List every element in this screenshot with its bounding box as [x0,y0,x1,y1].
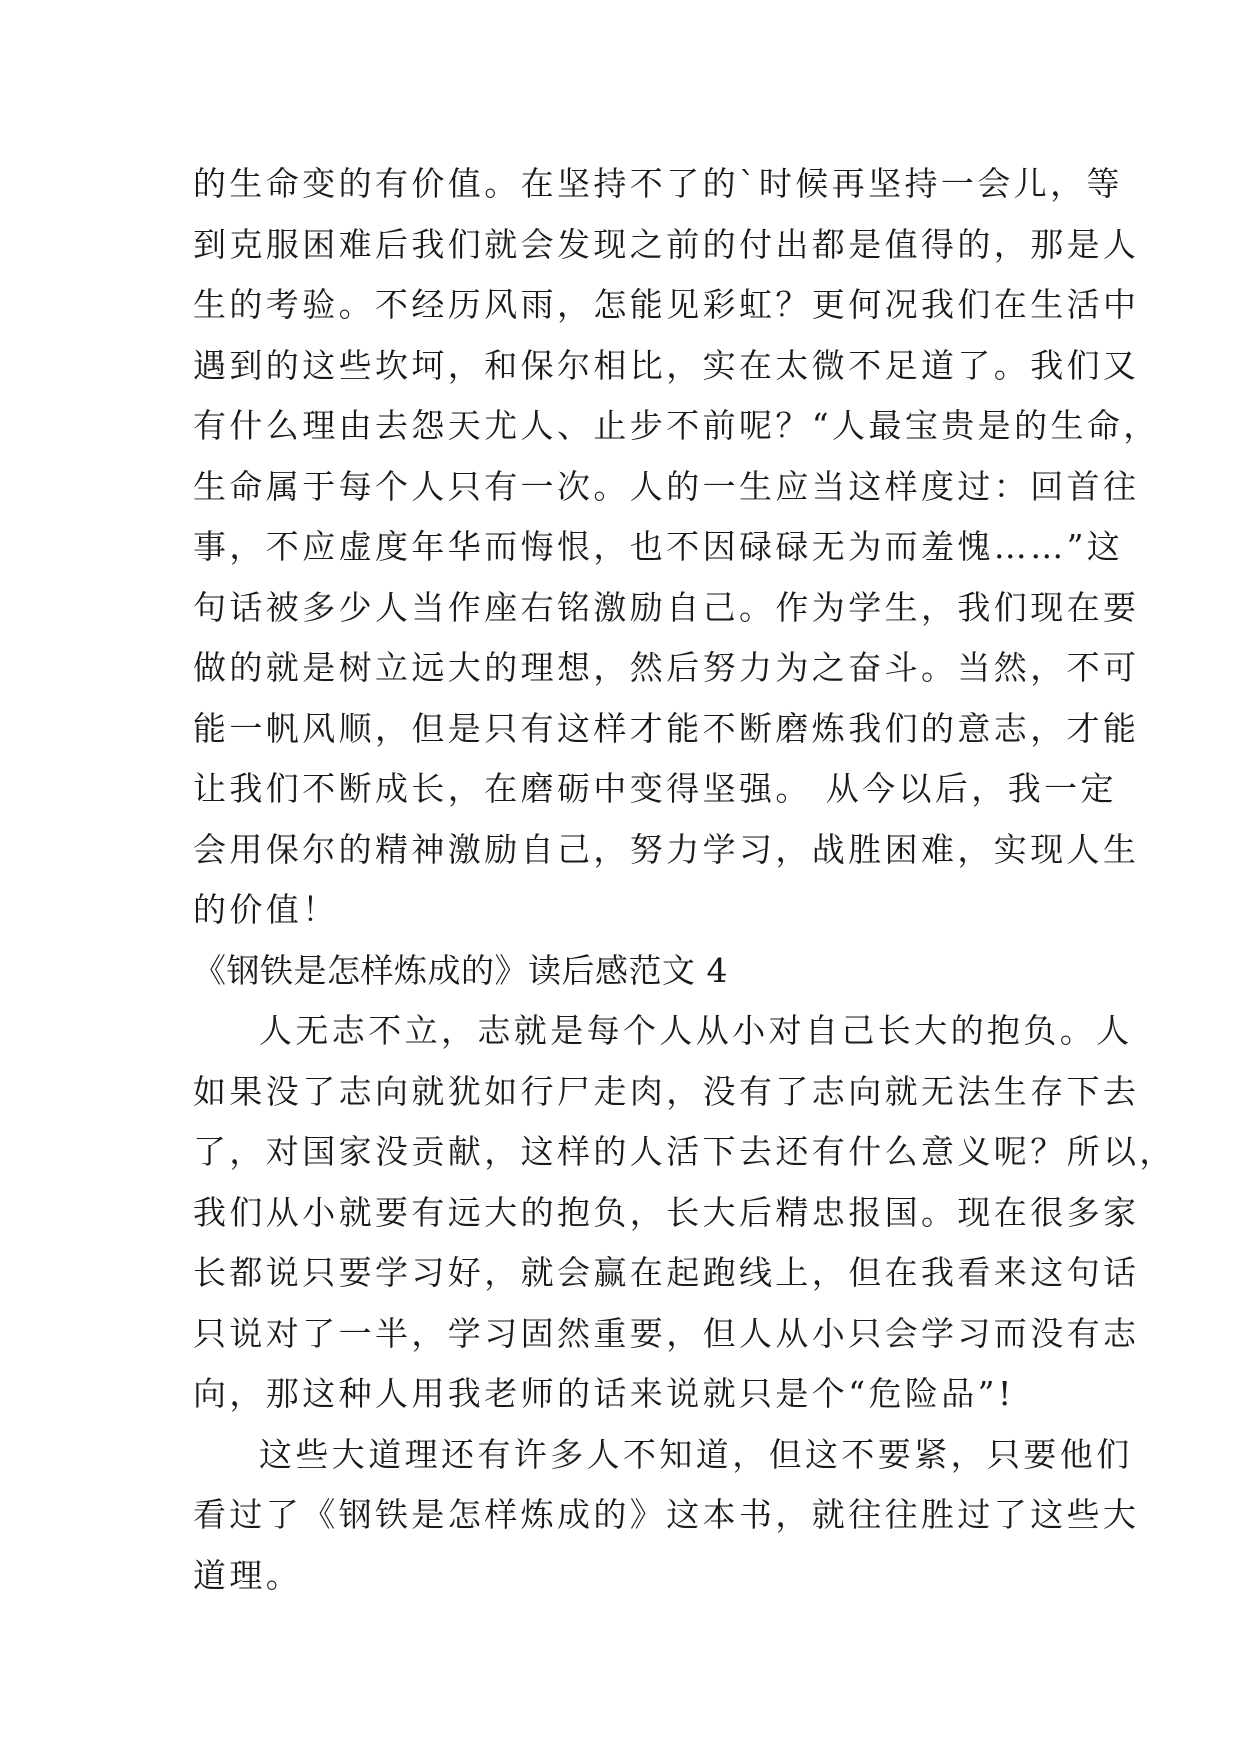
text-line: 只说对了一半，学习固然重要，但人从小只会学习而没有志 [193,1313,1140,1353]
text-line: 做的就是树立远大的理想，然后努力为之奋斗。当然，不可 [193,648,1140,687]
text-line: 了，对国家没贡献，这样的人活下去还有什么意义呢？所以， [193,1132,1176,1171]
text-line: 长都说只要学习好，就会赢在起跑线上，但在我看来这句话 [193,1253,1140,1292]
text-line: 这些大道理还有许多人不知道，但这不要紧，只要他们 [259,1434,1133,1474]
text-line: 人无志不立，志就是每个人从小对自己长大的抱负。人 [259,1011,1133,1050]
text-line: 能一帆风顺，但是只有这样才能不断磨炼我们的意志，才能 [193,708,1140,748]
text-line: 遇到的这些坎坷，和保尔相比，实在太微不足道了。我们又 [193,345,1140,385]
text-line: 到克服困难后我们就会发现之前的付出都是值得的，那是人 [193,224,1140,264]
text-line: 道理。 [193,1555,303,1595]
text-line: 句话被多少人当作座右铭激励自己。作为学生，我们现在要 [193,587,1140,627]
text-line: 生的考验。不经历风雨，怎能见彩虹？更何况我们在生活中 [193,285,1140,324]
text-line: 向，那这种人用我老师的话来说就只是个“危险品”! [193,1374,1015,1413]
text-line: 的价值！ [193,890,339,929]
text-line: 让我们不断成长，在磨砺中变得坚强。 从今以后，我一定 [193,769,1117,808]
text-line: 事，不应虚度年华而悔恨，也不因碌碌无为而羞愧……”这 [193,527,1124,566]
text-line: 会用保尔的精神激励自己，努力学习，战胜困难，实现人生 [193,829,1140,869]
text-line: 我们从小就要有远大的抱负，长大后精忠报国。现在很多家 [193,1192,1140,1232]
text-line: 的生命变的有价值。在坚持不了的`时候再坚持一会儿，等 [193,164,1123,203]
essay-text [193,154,1176,1606]
text-line: 如果没了志向就犹如行尸走肉，没有了志向就无法生存下去 [193,1071,1140,1111]
section-heading: 《钢铁是怎样炼成的》读后感范文 4 [193,950,728,990]
text-line: 看过了《钢铁是怎样炼成的》这本书，就往往胜过了这些大 [193,1495,1140,1534]
text-line: 生命属于每个人只有一次。人的一生应当这样度过：回首往 [193,466,1140,506]
text-line: 有什么理由去怨天尤人、止步不前呢？“人最宝贵是的生命， [193,406,1160,445]
